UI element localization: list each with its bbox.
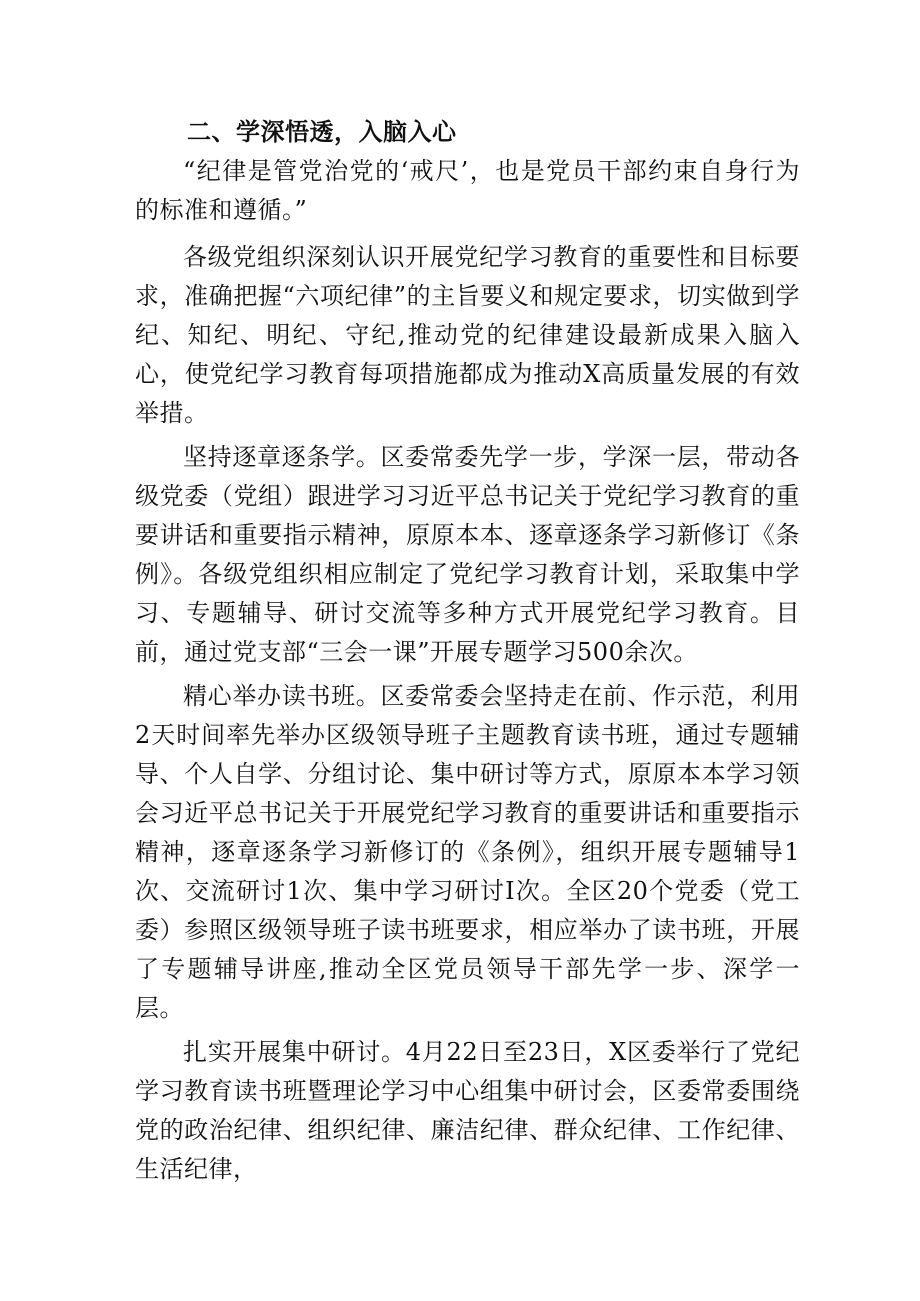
- quote-paragraph: “纪律是管党治党的‘戒尺’，也是党员干部约束自身行为的标准和遵循。”: [135, 157, 800, 224]
- body-paragraph: 扎实开展集中研讨。4月22日至23日，X区委举行了党纪学习教育读书班暨理论学习中心组集中研讨会，区委常委围绕党的政治纪律、组织纪律、廉洁纪律、群众纪律、工作纪律、生活纪律，: [135, 1038, 800, 1183]
- body-paragraph: 各级党组织深刻认识开展党纪学习教育的重要性和目标要求，准确把握“六项纪律”的主旨要义和规定要求，切实做到学纪、知纪、明纪、守纪,推动党的纪律建设最新成果入脑入心，使党纪学习教育每项措施都成为推动X高质量发展的有效举措。: [135, 243, 800, 427]
- body-paragraph: 精心举办读书班。区委常委会坚持走在前、作示范，利用2天时间率先举办区级领导班子主题教育读书班，通过专题辅导、个人自学、分组讨论、集中研讨等方式，原原本本学习领会习近平总书记关于开展党纪学习教育的重要讲话和重要指示精神，逐章逐条学习新修订的《条例》，组织开展专题辅导1次、交流研讨1次、集中学习研讨I次。全区20个党委（党工委）参照区级领导班子读书班要求，相应举办了读书班，开展了专题辅导讲座,推动全区党员领导干部先学一步、深学一层。: [135, 682, 800, 1022]
- body-paragraph: 坚持逐章逐条学。区委常委先学一步，学深一层，带动各级党委（党组）跟进学习习近平总书记关于党纪学习教育的重要讲话和重要指示精神，原原本本、逐章逐条学习新修订《条例》。各级党组织相应制定了党纪学习教育计划，采取集中学习、专题辅导、研讨交流等多种方式开展党纪学习教育。目前，通过党支部“三会一课”开展专题学习500余次。: [135, 443, 800, 666]
- section-heading: 二、学深悟透，入脑入心: [187, 118, 457, 146]
- document-body: [135, 113, 800, 1194]
